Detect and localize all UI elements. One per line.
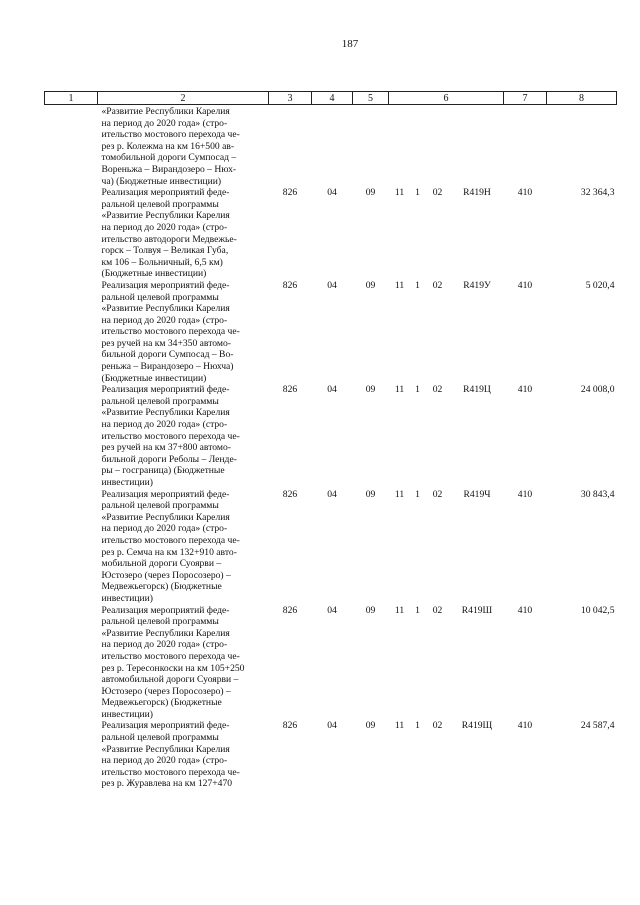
cell-c6a: 11 (394, 187, 405, 199)
description-line: рез р. Журавлева на км 127+470 (101, 778, 233, 790)
cell-c8: 5 020,4 (585, 279, 615, 291)
cell-c3: 826 (282, 187, 298, 199)
cell-c6d: R419Ц (463, 384, 491, 396)
cell-c6a: 11 (394, 279, 405, 291)
cell-c6c: 02 (432, 488, 443, 500)
table-row (45, 384, 617, 488)
description-line: ительство мостового перехода че- (101, 430, 240, 442)
cell-c7: 410 (517, 384, 533, 396)
item-description (98, 280, 269, 384)
description-line: автомобильной дороги Суоярви – (101, 674, 239, 686)
description-line: инвестиции) (101, 708, 153, 720)
description-line: (Бюджетные инвестиции) (101, 268, 207, 280)
col1-cell (45, 720, 98, 790)
description-line: «Развитие Республики Карелия (101, 627, 230, 639)
description-line: ительство мостового перехода че- (101, 129, 240, 141)
description-line: Юстозеро (через Поросозеро) – (101, 569, 231, 581)
col1-cell (45, 605, 98, 721)
col1-cell (45, 280, 98, 384)
cell-c5: 09 (365, 604, 376, 616)
description-line: на период до 2020 года» (стро- (101, 523, 228, 535)
table-row (45, 605, 617, 721)
col-header-8: 8 (547, 92, 617, 105)
budget-table (44, 91, 617, 790)
cell-c4: 04 (327, 720, 337, 732)
description-line: «Развитие Республики Карелия (101, 407, 230, 419)
description-line: рез ручей на км 37+800 автомо- (101, 442, 231, 454)
description-line: на период до 2020 года» (стро- (101, 639, 228, 651)
col1-cell (45, 105, 98, 188)
col-header-2: 2 (98, 92, 269, 105)
item-description (98, 187, 269, 280)
description-line: ральной целевой программы (101, 500, 219, 512)
table-row (45, 280, 617, 384)
cell-c3: 826 (282, 488, 298, 500)
cell-c5: 09 (365, 488, 376, 500)
cell-c6b: 1 (415, 720, 420, 732)
description-line: Реализация мероприятий феде- (101, 604, 230, 616)
col-header-6: 6 (389, 92, 504, 105)
description-line: «Развитие Республики Карелия (101, 106, 230, 117)
description-line: рез р. Семча на км 132+910 авто- (101, 546, 237, 558)
item-description (98, 105, 269, 188)
description-line: на период до 2020 года» (стро- (101, 755, 228, 767)
cell-c6d: R419Щ (461, 720, 493, 732)
cell-c3: 826 (282, 720, 298, 732)
description-line: «Развитие Республики Карелия (101, 511, 230, 523)
description-line: мобильной дороги Суоярви – (101, 558, 222, 570)
cell-c6b: 1 (415, 604, 420, 616)
description-line: ительство мостового перехода че- (101, 326, 240, 338)
cell-c4: 04 (327, 604, 337, 616)
description-line: ительство мостового перехода че- (101, 650, 240, 662)
description-line: Реализация мероприятий феде- (101, 488, 230, 500)
description-line: км 106 – Больничный, 6,5 км) (101, 256, 223, 268)
description-line: ры – госграница) (Бюджетные (101, 465, 225, 477)
cell-c6a (389, 105, 411, 188)
cell-c8: 10 042,5 (580, 604, 615, 616)
description-line: Медвежьегорск) (Бюджетные (101, 581, 222, 593)
cell-c7: 410 (517, 604, 533, 616)
description-line: Реализация мероприятий феде- (101, 279, 230, 291)
cell-c5 (353, 105, 389, 188)
cell-c6d: R419У (463, 279, 491, 291)
cell-c7: 410 (517, 187, 533, 199)
cell-c4: 04 (327, 488, 337, 500)
item-description (98, 489, 269, 605)
cell-c6c (425, 105, 451, 188)
col-header-5: 5 (353, 92, 389, 105)
cell-c6d (451, 105, 504, 188)
cell-c6c: 02 (432, 384, 443, 396)
item-description (98, 605, 269, 721)
cell-c8 (547, 105, 617, 188)
cell-c5: 09 (365, 720, 376, 732)
cell-c6c: 02 (432, 720, 443, 732)
cell-c4: 04 (327, 279, 337, 291)
description-line: Юстозеро (через Поросозеро) – (101, 685, 231, 697)
cell-c5: 09 (365, 187, 376, 199)
description-line: рез ручей на км 34+350 автомо- (101, 337, 231, 349)
description-line: ительство мостового перехода че- (101, 766, 240, 778)
cell-c7 (504, 105, 547, 188)
description-line: ральной целевой программы (101, 395, 219, 407)
description-line: рез р. Тересонкоски на км 105+250 (101, 662, 245, 674)
cell-c6d: R419Н (463, 187, 491, 199)
cell-c7: 410 (517, 720, 533, 732)
cell-c6a: 11 (394, 604, 405, 616)
cell-c6a: 11 (394, 720, 405, 732)
description-line: Реализация мероприятий феде- (101, 384, 230, 396)
description-line: «Развитие Республики Карелия (101, 303, 230, 315)
table-row (45, 105, 617, 188)
cell-c5: 09 (365, 279, 376, 291)
description-line: инвестиции) (101, 592, 153, 604)
description-line: ральной целевой программы (101, 732, 219, 744)
table-row (45, 489, 617, 605)
cell-c8: 24 008,0 (580, 384, 615, 396)
cell-c6c: 02 (432, 279, 443, 291)
cell-c3: 826 (282, 384, 298, 396)
description-line: на период до 2020 года» (стро- (101, 314, 228, 326)
description-line: на период до 2020 года» (стро- (101, 221, 228, 233)
description-line: (Бюджетные инвестиции) (101, 372, 207, 384)
description-line: реньжа – Вирандозеро – Нюхча) (101, 361, 234, 373)
col-header-4: 4 (312, 92, 353, 105)
page-number: 187 (341, 38, 359, 50)
cell-c6d: R419Ш (461, 604, 493, 616)
table-row (45, 720, 617, 790)
col-header-3: 3 (269, 92, 312, 105)
description-line: Реализация мероприятий феде- (101, 720, 230, 732)
cell-c6b: 1 (415, 488, 420, 500)
col1-cell (45, 489, 98, 605)
cell-c6a: 11 (394, 488, 405, 500)
cell-c7: 410 (517, 279, 533, 291)
cell-c6d: R419Ч (463, 488, 491, 500)
description-line: Реализация мероприятий феде- (101, 187, 230, 199)
description-line: ральной целевой программы (101, 291, 219, 303)
cell-c6a: 11 (394, 384, 405, 396)
description-line: Вореньжа – Вирандозеро – Нюх- (101, 163, 237, 175)
cell-c5: 09 (365, 384, 376, 396)
description-line: ральной целевой программы (101, 616, 219, 628)
description-line: бильной дороги Реболы – Ленде- (101, 453, 237, 465)
col-header-7: 7 (504, 92, 547, 105)
description-line: горск – Толвуя – Великая Губа, (101, 245, 229, 257)
column-number-header (45, 92, 617, 105)
description-line: бильной дороги Сумпосад – Во- (101, 349, 234, 361)
table-body (45, 105, 617, 791)
table-row (45, 187, 617, 280)
cell-c3: 826 (282, 279, 298, 291)
cell-c6b (411, 105, 425, 188)
description-line: ительство мостового перехода че- (101, 534, 240, 546)
description-line: инвестиции) (101, 477, 153, 488)
cell-c8: 32 364,3 (580, 187, 615, 199)
col1-cell (45, 384, 98, 488)
item-description (98, 720, 269, 790)
cell-c7: 410 (517, 488, 533, 500)
cell-c4: 04 (327, 384, 337, 396)
cell-c6b: 1 (415, 384, 420, 396)
cell-c4: 04 (327, 187, 337, 199)
cell-c3: 826 (282, 604, 298, 616)
description-line: Медвежьегорск) (Бюджетные (101, 697, 222, 709)
description-line: «Развитие Республики Карелия (101, 743, 230, 755)
description-line: на период до 2020 года» (стро- (101, 117, 228, 129)
cell-c6c: 02 (432, 604, 443, 616)
cell-c3 (269, 105, 312, 188)
description-line: «Развитие Республики Карелия (101, 210, 230, 222)
cell-c6c: 02 (432, 187, 443, 199)
item-description (98, 384, 269, 488)
col-header-1: 1 (45, 92, 98, 105)
cell-c6b: 1 (415, 187, 420, 199)
description-line: томобильной дороги Сумпосад – (101, 152, 237, 164)
cell-c6b: 1 (415, 279, 420, 291)
description-line: ительство автодороги Медвежье- (101, 233, 237, 245)
cell-c4 (312, 105, 353, 188)
description-line: рез р. Колежма на км 16+500 ав- (101, 140, 235, 152)
cell-c8: 30 843,4 (580, 488, 615, 500)
description-line: ральной целевой программы (101, 198, 219, 210)
col1-cell (45, 187, 98, 280)
description-line: на период до 2020 года» (стро- (101, 419, 228, 431)
description-line: ча) (Бюджетные инвестиции) (101, 175, 222, 187)
cell-c8: 24 587,4 (580, 720, 615, 732)
